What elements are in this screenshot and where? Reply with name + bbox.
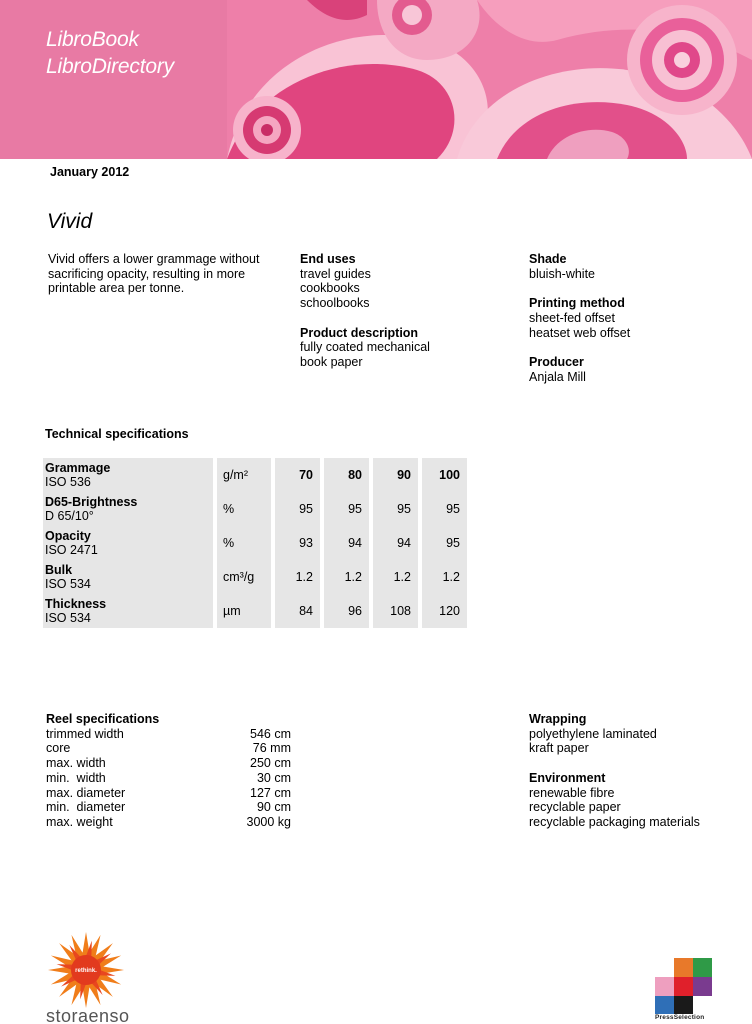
brand-librobook: LibroBook <box>46 28 139 51</box>
value-cell: 120 <box>422 594 467 628</box>
brand-panel <box>0 0 227 159</box>
value-cell: 100 <box>422 458 467 492</box>
value-cell: 90 <box>373 458 418 492</box>
property-name: D65-Brightness <box>45 495 138 509</box>
reel-row-name: max. weight <box>46 814 113 829</box>
property-name: Thickness <box>45 597 107 611</box>
table-row <box>43 492 471 526</box>
producer-label: Producer <box>529 354 584 369</box>
printing-method-item: sheet-fed offset <box>529 310 615 325</box>
property-cell <box>43 458 213 492</box>
reel-row-value: 250 cm <box>250 756 291 771</box>
end-use-item: travel guides <box>300 266 371 281</box>
reel-row <box>46 727 291 742</box>
end-uses-section <box>300 252 500 370</box>
reel-row-name: max. width <box>46 756 106 771</box>
value-cell: 108 <box>373 594 418 628</box>
property-cell <box>43 492 213 526</box>
reel-row-value: 90 cm <box>256 800 291 815</box>
issue-date: January 2012 <box>50 165 130 179</box>
value-cell: 1.2 <box>275 560 320 594</box>
technical-specs-title: Technical specifications <box>45 427 189 441</box>
reel-row <box>46 756 291 771</box>
environment-item: recyclable paper <box>529 800 621 815</box>
reel-row-name: min. diameter <box>46 800 126 815</box>
environment-item: renewable fibre <box>529 785 615 800</box>
brand-librodirectory: LibroDirectory <box>46 55 174 78</box>
reel-row-name: trimmed width <box>46 726 124 741</box>
sun-icon <box>46 930 126 1010</box>
reel-specs-section <box>46 712 291 830</box>
reel-row-value: 76 mm <box>252 741 291 756</box>
pressselection-wordmark: PressSelection <box>655 1014 705 1021</box>
end-use-item: cookbooks <box>300 281 360 296</box>
unit-cell: cm³/g <box>217 560 271 594</box>
value-cell: 95 <box>373 492 418 526</box>
color-grid-icon <box>655 958 712 1014</box>
storaenso-tagline: rethink. <box>75 968 97 974</box>
pressselection-logo <box>655 958 713 1024</box>
printing-method-item: heatset web offset <box>529 325 631 340</box>
environment-label: Environment <box>529 770 606 785</box>
shade-section <box>529 252 739 384</box>
unit-cell: % <box>217 526 271 560</box>
reel-specs-label: Reel specifications <box>46 712 160 726</box>
wrapping-label: Wrapping <box>529 712 587 726</box>
property-cell <box>43 560 213 594</box>
shade-value: bluish-white <box>529 266 596 281</box>
reel-row-value: 546 cm <box>250 726 291 741</box>
value-cell: 94 <box>324 526 369 560</box>
value-cell: 70 <box>275 458 320 492</box>
wrapping-item: kraft paper <box>529 741 589 756</box>
property-standard: D 65/10° <box>45 509 94 523</box>
reel-row <box>46 771 291 786</box>
end-uses-label: End uses <box>300 252 356 266</box>
value-cell: 1.2 <box>422 560 467 594</box>
shade-label: Shade <box>529 252 567 266</box>
reel-row-value: 127 cm <box>250 785 291 800</box>
value-cell: 80 <box>324 458 369 492</box>
value-cell: 94 <box>373 526 418 560</box>
product-title: Vivid <box>47 210 93 233</box>
storaenso-wordmark: storaenso <box>46 1006 130 1024</box>
property-standard: ISO 534 <box>45 577 91 591</box>
reel-row-name: core <box>46 741 71 756</box>
producer-value: Anjala Mill <box>529 369 586 384</box>
paper-curls-photo <box>227 0 752 159</box>
property-name: Opacity <box>45 529 91 543</box>
reel-row <box>46 741 291 756</box>
property-cell <box>43 526 213 560</box>
reel-row <box>46 800 291 815</box>
property-name: Grammage <box>45 461 111 475</box>
wrapping-section <box>529 712 739 830</box>
property-standard: ISO 536 <box>45 475 91 489</box>
value-cell: 93 <box>275 526 320 560</box>
environment-item: recyclable packaging materials <box>529 814 700 829</box>
value-cell: 95 <box>275 492 320 526</box>
value-cell: 84 <box>275 594 320 628</box>
unit-cell: µm <box>217 594 271 628</box>
storaenso-logo <box>44 930 128 1024</box>
reel-row <box>46 786 291 801</box>
header-banner <box>0 0 752 159</box>
end-use-item: schoolbooks <box>300 296 370 311</box>
reel-row-value: 3000 kg <box>246 814 291 829</box>
value-cell: 95 <box>422 492 467 526</box>
property-cell <box>43 594 213 628</box>
wrapping-item: polyethylene laminated <box>529 726 657 741</box>
product-description-label: Product description <box>300 325 419 340</box>
table-row <box>43 526 471 560</box>
value-cell: 1.2 <box>373 560 418 594</box>
table-row <box>43 560 471 594</box>
product-description-line: book paper <box>300 354 363 369</box>
reel-row-name: max. diameter <box>46 785 126 800</box>
value-cell: 95 <box>324 492 369 526</box>
property-standard: ISO 2471 <box>45 543 98 557</box>
value-cell: 1.2 <box>324 560 369 594</box>
table-row <box>43 594 471 628</box>
value-cell: 95 <box>422 526 467 560</box>
unit-cell: % <box>217 492 271 526</box>
reel-row <box>46 815 291 830</box>
table-row <box>43 458 471 492</box>
unit-cell: g/m² <box>217 458 271 492</box>
technical-specs-table <box>43 458 471 628</box>
property-standard: ISO 534 <box>45 611 91 625</box>
product-description-line: fully coated mechanical <box>300 340 430 355</box>
reel-row-value: 30 cm <box>256 770 291 785</box>
product-intro: Vivid offers a lower grammage without sacrificing opacity, resulting in more printable area per tonne. <box>48 252 260 296</box>
value-cell: 96 <box>324 594 369 628</box>
printing-method-label: Printing method <box>529 296 625 311</box>
reel-row-name: min. width <box>46 770 106 785</box>
property-name: Bulk <box>45 563 73 577</box>
